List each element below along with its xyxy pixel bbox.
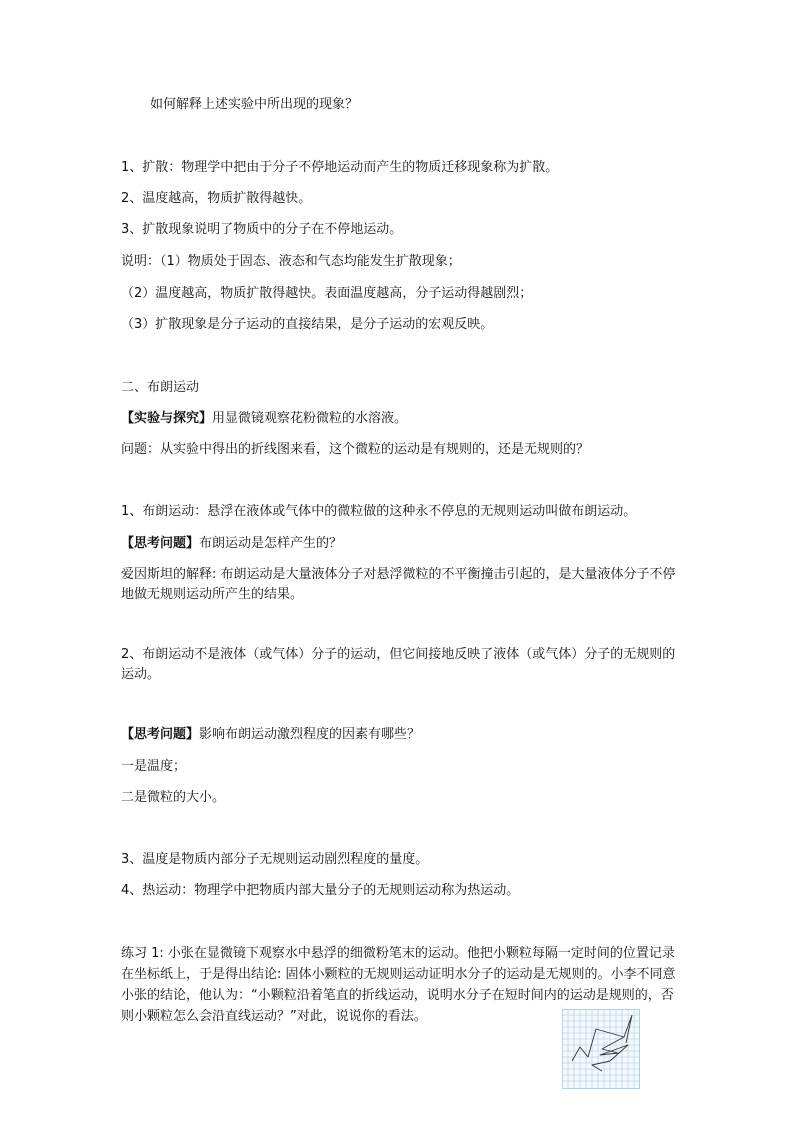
factor-size: 二是微粒的大小。 (121, 790, 226, 805)
diffusion-meaning: 3、扩散现象说明了物质中的分子在不停地运动。 (121, 222, 403, 237)
brownian-trace-figure (562, 1009, 640, 1089)
note-line-3: （3）扩散现象是分子运动的直接结果，是分子运动的宏观反映。 (121, 317, 494, 332)
diffusion-definition: 1、扩散：物理学中把由于分子不停地运动而产生的物质迁移现象称为扩散。 (121, 160, 559, 175)
experiment-text: 用显微镜观察花粉微粒的水溶液。 (212, 411, 408, 426)
intro-question: 如何解释上述实验中所出现的现象？ (150, 97, 359, 112)
think-tag-2: 【思考问题】 (121, 727, 200, 742)
think-text-1: 布朗运动是怎样产生的？ (199, 536, 343, 551)
brownian-point-2: 2、布朗运动不是液体（或气体）分子的运动，但它间接地反映了液体（或气体）分子的无规则的运动。 (121, 647, 676, 682)
graph-paper-grid (562, 1009, 640, 1089)
brownian-definition: 1、布朗运动：悬浮在液体或气体中的微粒做的这种永不停息的无规则运动叫做布朗运动。 (121, 504, 637, 519)
temperature-point: 2、温度越高，物质扩散得越快。 (121, 191, 312, 206)
experiment-question: 问题：从实验中得出的折线图来看，这个微粒的运动是有规则的，还是无规则的？ (121, 442, 590, 457)
think-tag: 【思考问题】 (121, 536, 200, 551)
thermal-motion-definition: 4、热运动：物理学中把物质内部大量分子的无规则运动称为热运动。 (121, 883, 520, 898)
einstein-explanation: 爱因斯坦的解释: 布朗运动是大量液体分子对悬浮微粒的不平衡撞击引起的，是大量液体分子不停地做无规则运动所产生的结果。 (121, 567, 676, 602)
think-line-2 (121, 726, 420, 744)
exercise-1: 练习 1: 小张在显微镜下观察水中悬浮的细微粉笔末的运动。他把小颗粒每隔一定时间的位置记录在坐标纸上，于是得出结论: 固体小颗粒的无规则运动证明水分子的运动是无规则的。小李不同意小张的结论，他认为：“小颗粒沿着笔直的折线运动，说明水分子在短时间内的运动是规则的，否则小颗粒怎么会沿直线运动？”对此，说说你的看法。 (121, 946, 676, 1024)
temperature-measure: 3、温度是物质内部分子无规则运动剧烈程度的量度。 (121, 852, 429, 867)
experiment-line (121, 410, 407, 428)
note-line-1: 说明：（1）物质处于固态、液态和气态均能发生扩散现象； (121, 254, 461, 269)
note-line-2: （2）温度越高，物质扩散得越快。表面温度越高，分子运动得越剧烈； (121, 286, 533, 301)
think-line-1 (121, 535, 342, 553)
section-heading-brownian: 二、布朗运动 (121, 380, 200, 395)
factor-temperature: 一是温度； (121, 759, 187, 774)
experiment-tag: 【实验与探究】 (121, 411, 213, 426)
think-text-2: 影响布朗运动激烈程度的因素有哪些？ (199, 727, 421, 742)
